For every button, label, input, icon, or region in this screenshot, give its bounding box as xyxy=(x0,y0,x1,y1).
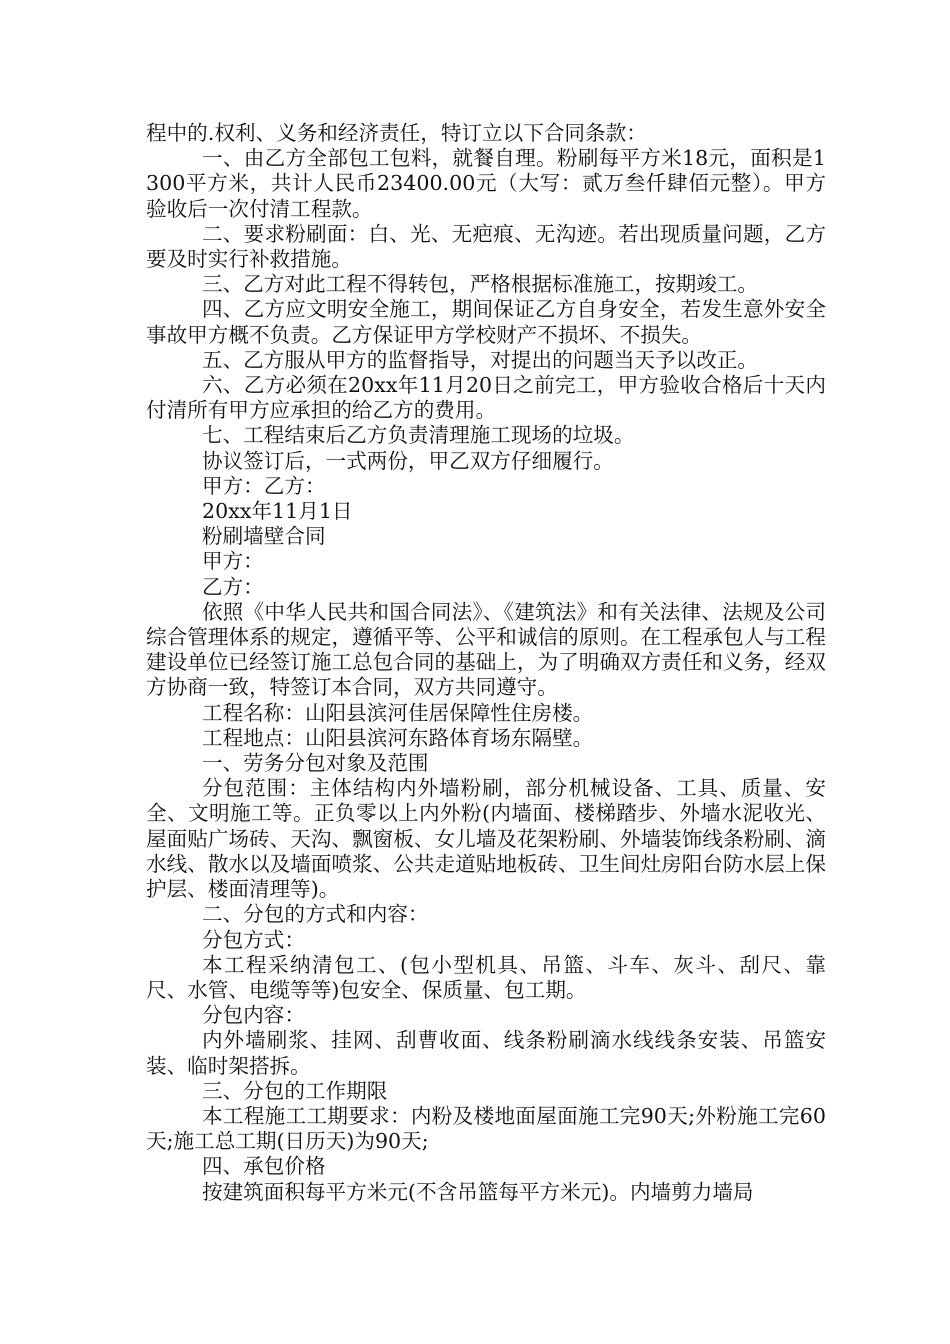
clause-3-no-subcontract: 三、乙方对此工程不得转包，严格根据标准施工，按期竣工。 xyxy=(202,272,759,297)
clause-7-cleanup: 七、工程结束后乙方负责清理施工现场的垃圾。 xyxy=(202,423,635,448)
document-body xyxy=(146,121,826,1205)
party-b-label: 乙方： xyxy=(202,574,264,599)
subcontract-content: 内外墙刷浆、挂网、刮曹收面、线条粉刷滴水线线条安装、吊篮安装、临时架搭拆。 xyxy=(146,1028,826,1078)
section-4-heading: 四、承包价格 xyxy=(202,1154,326,1179)
subcontract-content-label: 分包内容： xyxy=(202,1003,305,1028)
contract-price: 按建筑面积每平方米元(不含吊篮每平方米元)。内墙剪力墙局 xyxy=(202,1179,754,1204)
clause-6-deadline: 六、乙方必须在20xx年11月20日之前完工，甲方验收合格后十天内付清所有甲方应承担的给乙方的费用。 xyxy=(146,373,826,423)
section-1-heading: 一、劳务分包对象及范围 xyxy=(202,751,429,776)
section-2-heading: 二、分包的方式和内容： xyxy=(202,902,429,927)
clause-5-supervision: 五、乙方服从甲方的监督指导，对提出的问题当天予以改正。 xyxy=(202,347,759,372)
signature-date: 20xx年11月1日 xyxy=(202,499,353,524)
project-location: 工程地点：山阳县滨河东路体育场东隔壁。 xyxy=(202,725,594,750)
agreement-copies: 协议签订后，一式两份，甲乙双方仔细履行。 xyxy=(202,448,614,473)
signature-parties: 甲方：乙方： xyxy=(202,473,326,498)
subcontract-method-label: 分包方式： xyxy=(202,927,305,952)
subcontract-method: 本工程采纳清包工、(包小型机具、吊篮、斗车、灰斗、刮尺、靠尺、水管、电缆等等)包安全、保质量、包工期。 xyxy=(146,952,826,1002)
section-3-heading: 三、分包的工作期限 xyxy=(202,1078,388,1103)
clause-1-labor-and-materials: 一、由乙方全部包工包料，就餐自理。粉刷每平方米18元，面积是1300平方米，共计人民币23400.00元（大写：贰万叁仟肆佰元整）。甲方验收后一次付清工程款。 xyxy=(146,146,826,221)
subcontract-scope: 分包范围：主体结构内外墙粉刷，部分机械设备、工具、质量、安全、文明施工等。正负零以上内外粉(内墙面、楼梯踏步、外墙水泥收光、屋面贴广场砖、天沟、飘窗板、女儿墙及花架粉刷、外墙装饰线条粉刷、滴水线、散水以及墙面喷浆、公共走道贴地板砖、卫生间灶房阳台防水层上保护层、楼面清理等)。 xyxy=(146,776,826,902)
party-a-label: 甲方： xyxy=(202,549,264,574)
contract-title: 粉刷墙壁合同 xyxy=(202,524,326,549)
clause-2-quality: 二、要求粉刷面：白、光、无疤痕、无沟迹。若出现质量问题，乙方要及时实行补救措施。 xyxy=(146,221,826,272)
preamble: 依照《中华人民共和国合同法》、《建筑法》和有关法律、法规及公司综合管理体系的规定，遵循平等、公平和诚信的原则。在工程承包人与工程建设单位已经签订施工总包合同的基础上，为了明确双方责任和义务，经双方协商一致，特签订本合同，双方共同遵守。 xyxy=(146,599,826,700)
clause-4-safety: 四、乙方应文明安全施工，期间保证乙方自身安全，若发生意外安全事故甲方概不负责。乙方保证甲方学校财产不损坏、不损失。 xyxy=(146,297,826,347)
construction-period: 本工程施工工期要求：内粉及楼地面屋面施工完90天;外粉施工完60天;施工总工期(日历天)为90天; xyxy=(146,1103,826,1154)
project-name: 工程名称：山阳县滨河佳居保障性住房楼。 xyxy=(202,700,594,725)
paragraph-0: 程中的.权利、义务和经济责任，特订立以下合同条款： xyxy=(146,121,647,145)
